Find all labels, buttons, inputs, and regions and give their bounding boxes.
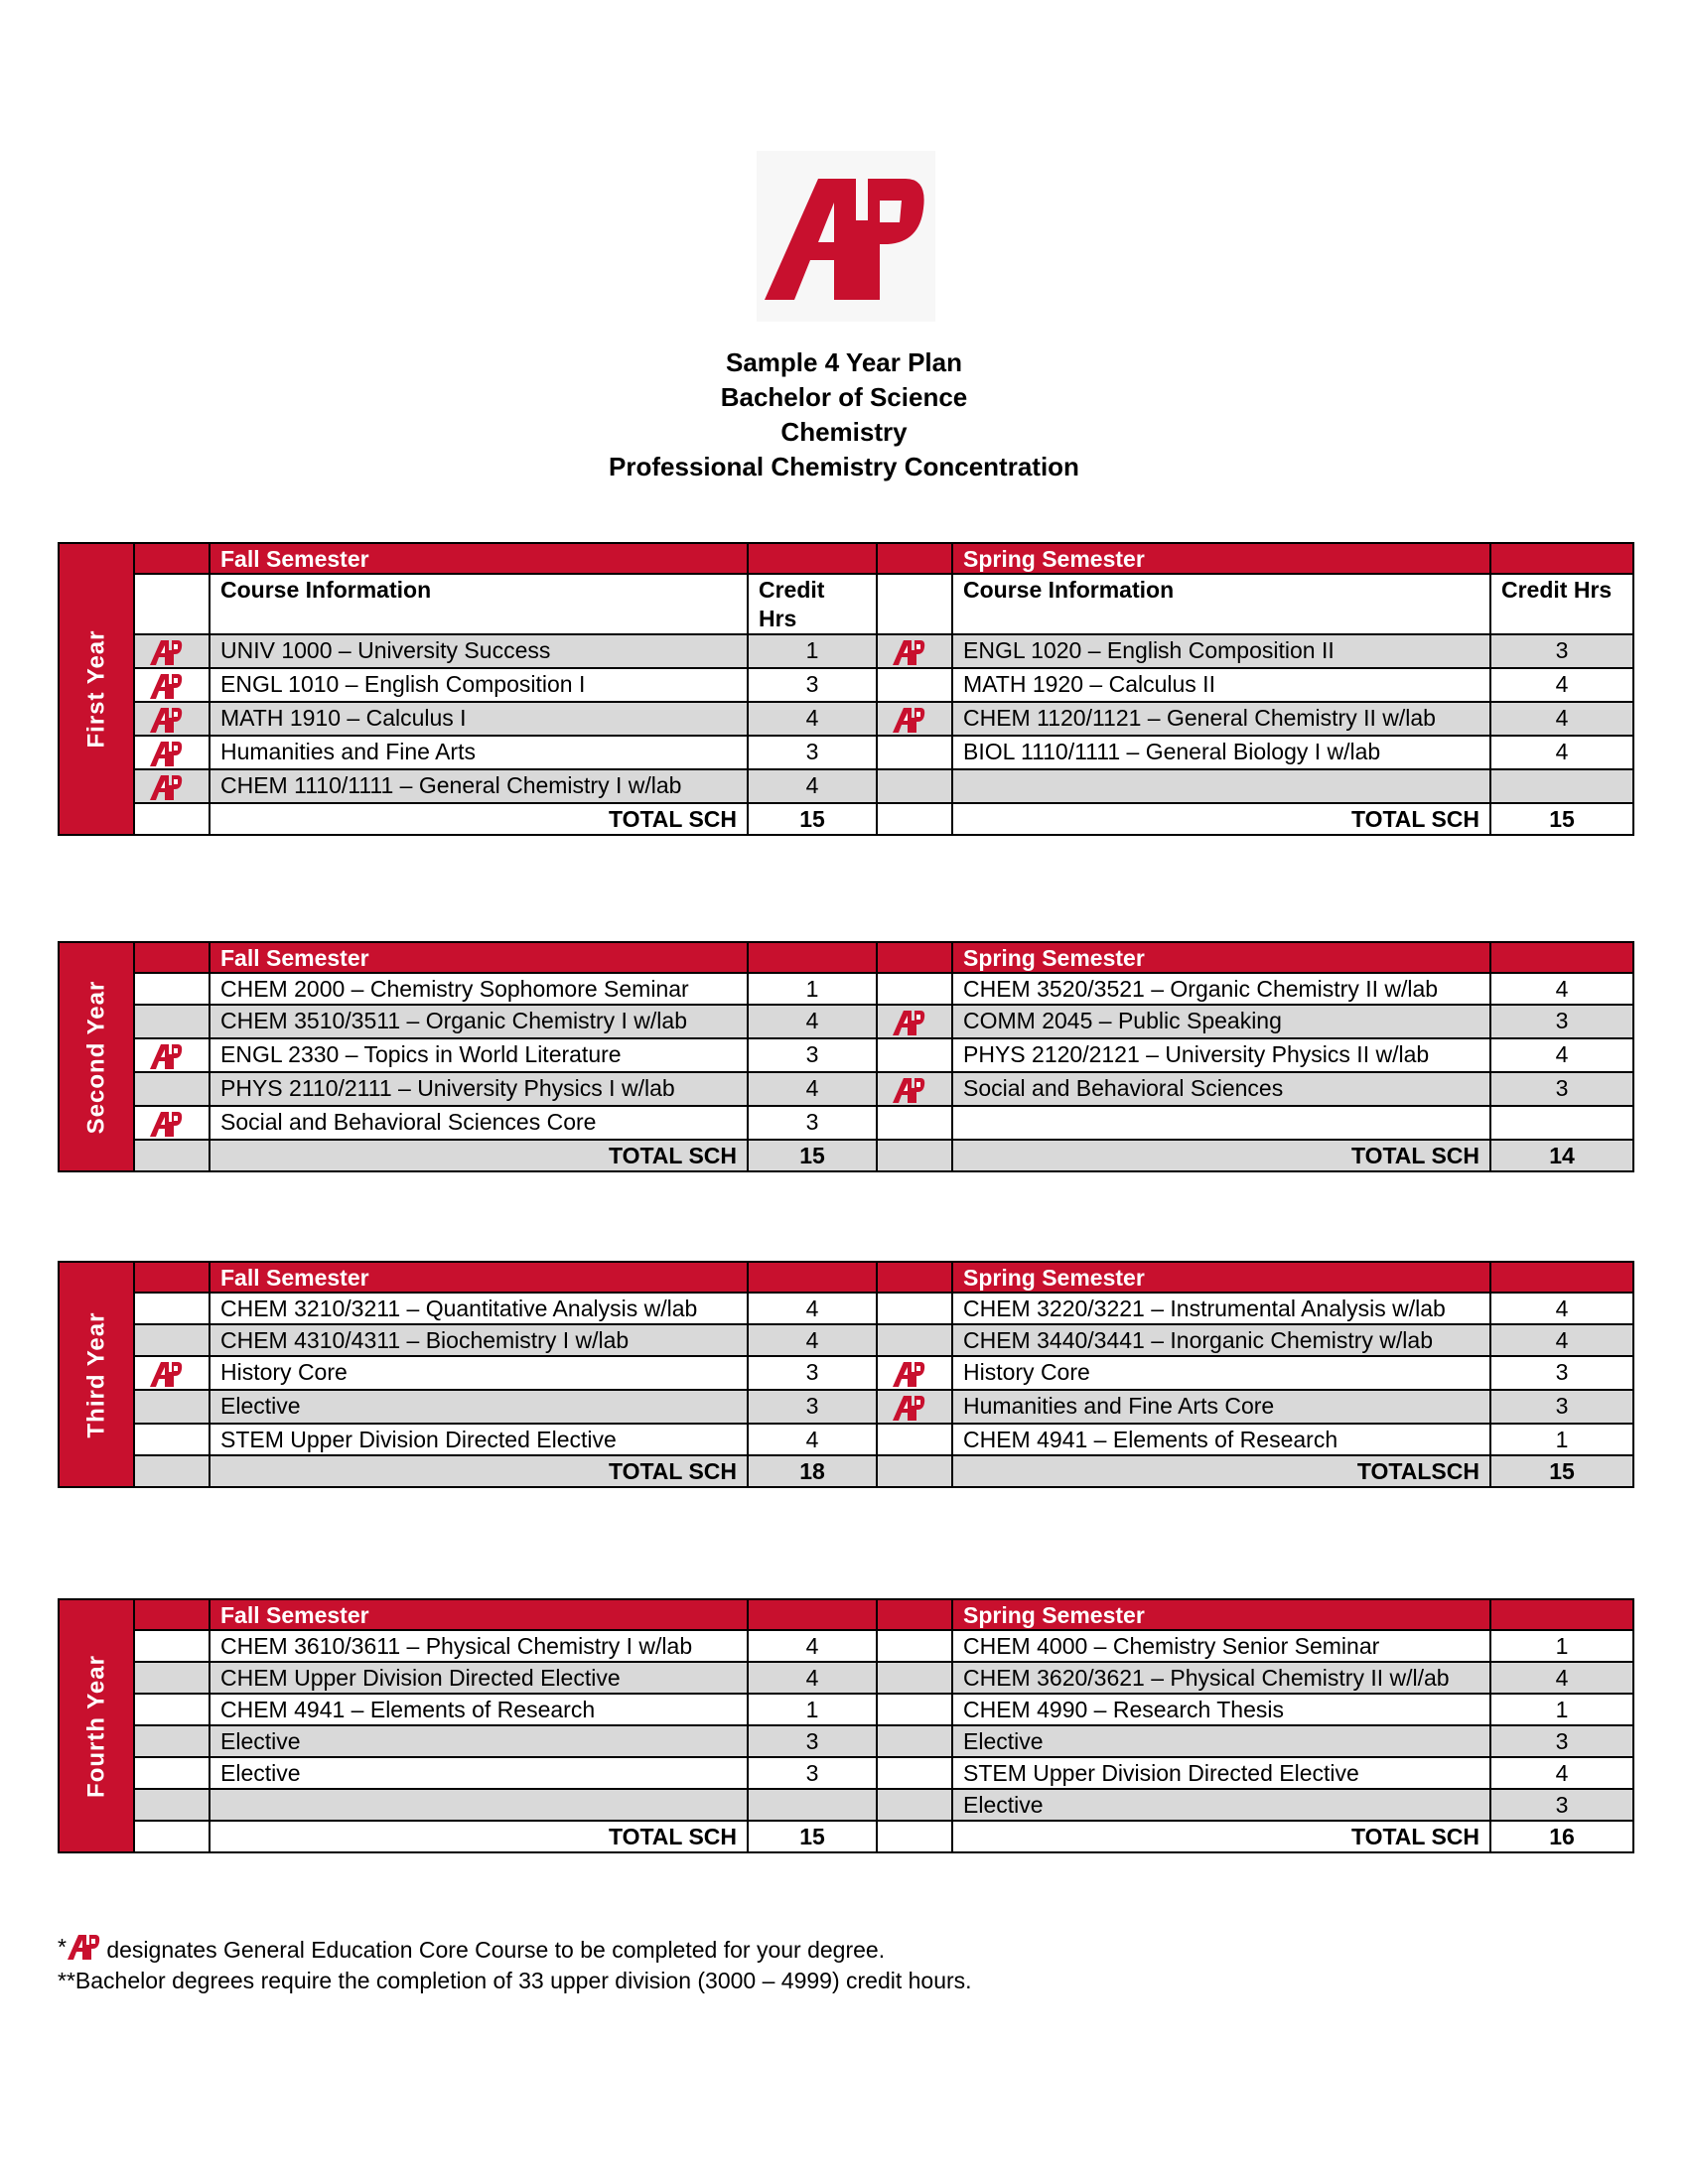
header-spacer xyxy=(748,1599,877,1630)
year-label-cell xyxy=(59,942,134,1171)
plan-table xyxy=(58,1261,1634,1488)
spring-credit-hours xyxy=(1490,1106,1633,1140)
year-label: First Year xyxy=(82,629,110,749)
plan-title xyxy=(0,345,1688,484)
spring-core-marker xyxy=(877,736,952,769)
fall-core-marker xyxy=(134,1293,210,1324)
fall-course-name: MATH 1910 – Calculus I xyxy=(210,702,748,736)
gen-ed-core-icon xyxy=(149,1109,183,1139)
footnote-text-1: designates General Education Core Course to be completed for your degree. xyxy=(106,1937,886,1963)
fall-credit-hours: 4 xyxy=(748,1072,877,1106)
fall-credit-hours xyxy=(748,1789,877,1821)
icon-column-header xyxy=(877,574,952,634)
spring-credit-hours: 1 xyxy=(1490,1630,1633,1662)
spring-total-value: 16 xyxy=(1490,1821,1633,1852)
course-row xyxy=(59,1072,1633,1106)
fall-course-name: CHEM 2000 – Chemistry Sophomore Seminar xyxy=(210,973,748,1005)
spring-semester-header: Spring Semester xyxy=(952,1262,1490,1293)
fall-course-name: CHEM 4941 – Elements of Research xyxy=(210,1694,748,1725)
course-row xyxy=(59,1630,1633,1662)
fall-core-marker xyxy=(134,634,210,668)
plan-table xyxy=(58,1598,1634,1853)
footnote-upper-division: **Bachelor degrees require the completion of 33 upper division (3000 – 4999) credit hours. xyxy=(58,1968,972,1993)
spring-semester-header: Spring Semester xyxy=(952,1599,1490,1630)
fall-core-marker xyxy=(134,1072,210,1106)
fall-course-name: ENGL 2330 – Topics in World Literature xyxy=(210,1038,748,1072)
spring-course-name: CHEM 3520/3521 – Organic Chemistry II w/lab xyxy=(952,973,1490,1005)
fall-core-marker xyxy=(134,702,210,736)
fall-course-name xyxy=(210,1789,748,1821)
spring-total-label: TOTAL SCH xyxy=(952,803,1490,835)
fall-core-marker xyxy=(134,1725,210,1757)
total-row xyxy=(59,1821,1633,1852)
spring-core-marker xyxy=(877,1390,952,1424)
fall-core-marker xyxy=(134,1005,210,1038)
total-row xyxy=(59,1455,1633,1487)
fall-credit-hours: 4 xyxy=(748,1324,877,1356)
spring-course-info-header: Course Information xyxy=(952,574,1490,634)
title-line-1: Sample 4 Year Plan xyxy=(726,347,962,377)
spring-course-name: STEM Upper Division Directed Elective xyxy=(952,1757,1490,1789)
fall-semester-header: Fall Semester xyxy=(210,942,748,973)
spring-course-name: Elective xyxy=(952,1725,1490,1757)
semester-header-row xyxy=(59,1599,1633,1630)
fall-course-name: CHEM 4310/4311 – Biochemistry I w/lab xyxy=(210,1324,748,1356)
spring-core-marker xyxy=(877,1757,952,1789)
fall-credit-hours: 3 xyxy=(748,1390,877,1424)
fall-credit-hours: 3 xyxy=(748,668,877,702)
spring-core-marker xyxy=(877,1662,952,1694)
fall-credit-hours: 1 xyxy=(748,973,877,1005)
spring-credit-hours: 3 xyxy=(1490,1725,1633,1757)
spring-core-marker xyxy=(877,1293,952,1324)
spring-core-marker xyxy=(877,1356,952,1390)
fall-total-value: 15 xyxy=(748,803,877,835)
total-spacer xyxy=(134,1821,210,1852)
title-line-2: Bachelor of Science xyxy=(720,382,968,412)
header-spacer xyxy=(134,543,210,574)
spring-core-marker xyxy=(877,1630,952,1662)
course-row xyxy=(59,668,1633,702)
year-label-cell xyxy=(59,543,134,835)
gen-ed-core-icon xyxy=(892,705,925,735)
spring-semester-header: Spring Semester xyxy=(952,543,1490,574)
fall-credit-hours: 3 xyxy=(748,1725,877,1757)
spring-course-name: CHEM 1120/1121 – General Chemistry II w/lab xyxy=(952,702,1490,736)
fall-credit-hours: 1 xyxy=(748,1694,877,1725)
course-row xyxy=(59,1356,1633,1390)
fall-course-name: Humanities and Fine Arts xyxy=(210,736,748,769)
header-spacer xyxy=(134,942,210,973)
fall-core-marker xyxy=(134,1694,210,1725)
fall-course-name: Elective xyxy=(210,1757,748,1789)
gen-ed-core-icon xyxy=(67,1932,100,1962)
spring-core-marker xyxy=(877,1694,952,1725)
fall-total-label: TOTAL SCH xyxy=(210,1455,748,1487)
header-spacer xyxy=(748,942,877,973)
fall-course-name: UNIV 1000 – University Success xyxy=(210,634,748,668)
header-spacer xyxy=(134,1599,210,1630)
year-table-1 xyxy=(58,542,1632,836)
icon-column-header xyxy=(134,574,210,634)
spring-core-marker xyxy=(877,1038,952,1072)
fall-core-marker xyxy=(134,668,210,702)
fall-core-marker xyxy=(134,1324,210,1356)
total-spacer xyxy=(877,1140,952,1171)
gen-ed-core-icon xyxy=(149,772,183,802)
fall-core-marker xyxy=(134,1424,210,1455)
fall-credit-hours: 3 xyxy=(748,1038,877,1072)
total-spacer xyxy=(134,803,210,835)
gen-ed-core-icon xyxy=(149,705,183,735)
gen-ed-core-icon xyxy=(149,637,183,667)
spring-credit-hours: 3 xyxy=(1490,1356,1633,1390)
spring-credit-hours: 4 xyxy=(1490,736,1633,769)
fall-course-info-header: Course Information xyxy=(210,574,748,634)
course-row xyxy=(59,1789,1633,1821)
header-spacer xyxy=(134,1262,210,1293)
fall-total-value: 18 xyxy=(748,1455,877,1487)
fall-core-marker xyxy=(134,973,210,1005)
spring-credit-hours: 4 xyxy=(1490,1757,1633,1789)
fall-course-name: CHEM 3210/3211 – Quantitative Analysis w/lab xyxy=(210,1293,748,1324)
spring-core-marker xyxy=(877,1424,952,1455)
fall-total-value: 15 xyxy=(748,1140,877,1171)
semester-header-row xyxy=(59,543,1633,574)
year-label: Second Year xyxy=(82,980,110,1134)
spring-core-marker xyxy=(877,1725,952,1757)
fall-semester-header: Fall Semester xyxy=(210,543,748,574)
year-table-3 xyxy=(58,1261,1632,1488)
course-row xyxy=(59,1757,1633,1789)
fall-credit-hours: 3 xyxy=(748,1757,877,1789)
course-row xyxy=(59,973,1633,1005)
spring-total-value: 15 xyxy=(1490,803,1633,835)
total-spacer xyxy=(134,1140,210,1171)
spring-course-name: Humanities and Fine Arts Core xyxy=(952,1390,1490,1424)
spring-course-name xyxy=(952,769,1490,803)
fall-course-name: Elective xyxy=(210,1390,748,1424)
year-table-2 xyxy=(58,941,1632,1172)
spring-credit-hours: 1 xyxy=(1490,1424,1633,1455)
fall-credit-hours: 4 xyxy=(748,1293,877,1324)
gen-ed-core-icon xyxy=(892,1008,925,1037)
gen-ed-core-icon xyxy=(149,671,183,701)
total-spacer xyxy=(877,1455,952,1487)
footnote-core xyxy=(58,1932,1626,1966)
fall-core-marker xyxy=(134,1356,210,1390)
fall-course-name: PHYS 2110/2111 – University Physics I w/lab xyxy=(210,1072,748,1106)
fall-credit-hours: 4 xyxy=(748,1630,877,1662)
course-row xyxy=(59,1694,1633,1725)
spring-credit-hours xyxy=(1490,769,1633,803)
footnotes xyxy=(58,1932,1626,1996)
spring-course-name: CHEM 4990 – Research Thesis xyxy=(952,1694,1490,1725)
ap-logo xyxy=(757,151,935,322)
gen-ed-core-icon xyxy=(149,739,183,768)
spring-credit-hours: 4 xyxy=(1490,1324,1633,1356)
spring-core-marker xyxy=(877,668,952,702)
course-row xyxy=(59,1106,1633,1140)
fall-semester-header: Fall Semester xyxy=(210,1599,748,1630)
fall-course-name: Social and Behavioral Sciences Core xyxy=(210,1106,748,1140)
course-row xyxy=(59,1725,1633,1757)
fall-core-marker xyxy=(134,1630,210,1662)
header-spacer xyxy=(877,1599,952,1630)
spring-credit-hours: 4 xyxy=(1490,668,1633,702)
fall-credit-hours: 3 xyxy=(748,1356,877,1390)
plan-table xyxy=(58,941,1634,1172)
course-row xyxy=(59,1662,1633,1694)
course-row xyxy=(59,634,1633,668)
header-spacer xyxy=(748,1262,877,1293)
spring-core-marker xyxy=(877,1324,952,1356)
fall-total-label: TOTAL SCH xyxy=(210,1821,748,1852)
fall-core-marker xyxy=(134,736,210,769)
total-spacer xyxy=(877,803,952,835)
spring-course-name: MATH 1920 – Calculus II xyxy=(952,668,1490,702)
spring-credit-hours: 3 xyxy=(1490,1005,1633,1038)
spring-credit-hours: 4 xyxy=(1490,1038,1633,1072)
year-label-cell xyxy=(59,1599,134,1852)
fall-course-name: CHEM 3510/3511 – Organic Chemistry I w/lab xyxy=(210,1005,748,1038)
header-spacer xyxy=(1490,1599,1633,1630)
course-row xyxy=(59,702,1633,736)
fall-total-label: TOTAL SCH xyxy=(210,1140,748,1171)
year-table-4 xyxy=(58,1598,1632,1853)
fall-core-marker xyxy=(134,1390,210,1424)
spring-credit-header: Credit Hrs xyxy=(1490,574,1633,634)
spring-core-marker xyxy=(877,1005,952,1038)
course-row xyxy=(59,1038,1633,1072)
total-spacer xyxy=(134,1455,210,1487)
plan-table xyxy=(58,542,1634,836)
spring-course-name: CHEM 3220/3221 – Instrumental Analysis w/lab xyxy=(952,1293,1490,1324)
header-spacer xyxy=(1490,942,1633,973)
total-row xyxy=(59,1140,1633,1171)
header-spacer xyxy=(748,543,877,574)
fall-core-marker xyxy=(134,1038,210,1072)
spring-total-value: 14 xyxy=(1490,1140,1633,1171)
spring-credit-hours: 3 xyxy=(1490,1789,1633,1821)
fall-credit-hours: 4 xyxy=(748,1662,877,1694)
spring-course-name: COMM 2045 – Public Speaking xyxy=(952,1005,1490,1038)
gen-ed-core-icon xyxy=(149,1041,183,1071)
fall-course-name: CHEM 3610/3611 – Physical Chemistry I w/lab xyxy=(210,1630,748,1662)
spring-course-name: CHEM 4941 – Elements of Research xyxy=(952,1424,1490,1455)
fall-credit-hours: 1 xyxy=(748,634,877,668)
course-row xyxy=(59,736,1633,769)
year-label: Fourth Year xyxy=(82,1654,110,1798)
spring-total-value: 15 xyxy=(1490,1455,1633,1487)
fall-total-label: TOTAL SCH xyxy=(210,803,748,835)
spring-course-name: History Core xyxy=(952,1356,1490,1390)
total-spacer xyxy=(877,1821,952,1852)
fall-course-name: CHEM Upper Division Directed Elective xyxy=(210,1662,748,1694)
spring-core-marker xyxy=(877,1789,952,1821)
gen-ed-core-icon xyxy=(892,1393,925,1423)
fall-course-name: History Core xyxy=(210,1356,748,1390)
spring-core-marker xyxy=(877,1072,952,1106)
spring-total-label: TOTAL SCH xyxy=(952,1140,1490,1171)
fall-course-name: STEM Upper Division Directed Elective xyxy=(210,1424,748,1455)
header-spacer xyxy=(877,942,952,973)
spring-total-label: TOTAL SCH xyxy=(952,1821,1490,1852)
column-header-row xyxy=(59,574,1633,634)
fall-credit-hours: 4 xyxy=(748,769,877,803)
fall-credit-hours: 4 xyxy=(748,1005,877,1038)
spring-core-marker xyxy=(877,702,952,736)
spring-course-name: PHYS 2120/2121 – University Physics II w/lab xyxy=(952,1038,1490,1072)
spring-core-marker xyxy=(877,634,952,668)
spring-credit-hours: 4 xyxy=(1490,1293,1633,1324)
header-spacer xyxy=(1490,543,1633,574)
spring-course-name: CHEM 3620/3621 – Physical Chemistry II w/l/ab xyxy=(952,1662,1490,1694)
spring-credit-hours: 4 xyxy=(1490,702,1633,736)
spring-core-marker xyxy=(877,769,952,803)
spring-credit-hours: 3 xyxy=(1490,634,1633,668)
course-row xyxy=(59,1324,1633,1356)
title-line-3: Chemistry xyxy=(780,417,908,447)
fall-credit-hours: 4 xyxy=(748,702,877,736)
spring-course-name: CHEM 3440/3441 – Inorganic Chemistry w/lab xyxy=(952,1324,1490,1356)
gen-ed-core-icon xyxy=(149,1359,183,1389)
spring-course-name: Elective xyxy=(952,1789,1490,1821)
semester-header-row xyxy=(59,1262,1633,1293)
spring-credit-hours: 3 xyxy=(1490,1072,1633,1106)
fall-total-value: 15 xyxy=(748,1821,877,1852)
course-row xyxy=(59,769,1633,803)
header-spacer xyxy=(877,543,952,574)
year-label: Third Year xyxy=(82,1311,110,1437)
fall-course-name: Elective xyxy=(210,1725,748,1757)
gen-ed-core-icon xyxy=(892,1359,925,1389)
fall-core-marker xyxy=(134,1757,210,1789)
spring-credit-hours: 4 xyxy=(1490,973,1633,1005)
year-label-cell xyxy=(59,1262,134,1487)
spring-course-name: CHEM 4000 – Chemistry Senior Seminar xyxy=(952,1630,1490,1662)
spring-course-name: ENGL 1020 – English Composition II xyxy=(952,634,1490,668)
spring-total-label: TOTALSCH xyxy=(952,1455,1490,1487)
total-row xyxy=(59,803,1633,835)
spring-credit-hours: 4 xyxy=(1490,1662,1633,1694)
spring-credit-hours: 1 xyxy=(1490,1694,1633,1725)
gen-ed-core-icon xyxy=(892,637,925,667)
fall-credit-header: Credit Hrs xyxy=(748,574,877,634)
spring-course-name: Social and Behavioral Sciences xyxy=(952,1072,1490,1106)
fall-credit-hours: 3 xyxy=(748,736,877,769)
spring-semester-header: Spring Semester xyxy=(952,942,1490,973)
fall-core-marker xyxy=(134,769,210,803)
fall-core-marker xyxy=(134,1106,210,1140)
footnote-asterisk: * xyxy=(58,1934,67,1960)
fall-credit-hours: 3 xyxy=(748,1106,877,1140)
fall-course-name: ENGL 1010 – English Composition I xyxy=(210,668,748,702)
fall-core-marker xyxy=(134,1662,210,1694)
title-line-4: Professional Chemistry Concentration xyxy=(609,452,1079,481)
fall-semester-header: Fall Semester xyxy=(210,1262,748,1293)
gen-ed-core-icon xyxy=(892,1075,925,1105)
spring-credit-hours: 3 xyxy=(1490,1390,1633,1424)
fall-course-name: CHEM 1110/1111 – General Chemistry I w/lab xyxy=(210,769,748,803)
header-spacer xyxy=(877,1262,952,1293)
spring-course-name xyxy=(952,1106,1490,1140)
semester-header-row xyxy=(59,942,1633,973)
header-spacer xyxy=(1490,1262,1633,1293)
course-row xyxy=(59,1390,1633,1424)
spring-course-name: BIOL 1110/1111 – General Biology I w/lab xyxy=(952,736,1490,769)
course-row xyxy=(59,1424,1633,1455)
course-row xyxy=(59,1005,1633,1038)
fall-credit-hours: 4 xyxy=(748,1424,877,1455)
spring-core-marker xyxy=(877,973,952,1005)
spring-core-marker xyxy=(877,1106,952,1140)
course-row xyxy=(59,1293,1633,1324)
fall-core-marker xyxy=(134,1789,210,1821)
